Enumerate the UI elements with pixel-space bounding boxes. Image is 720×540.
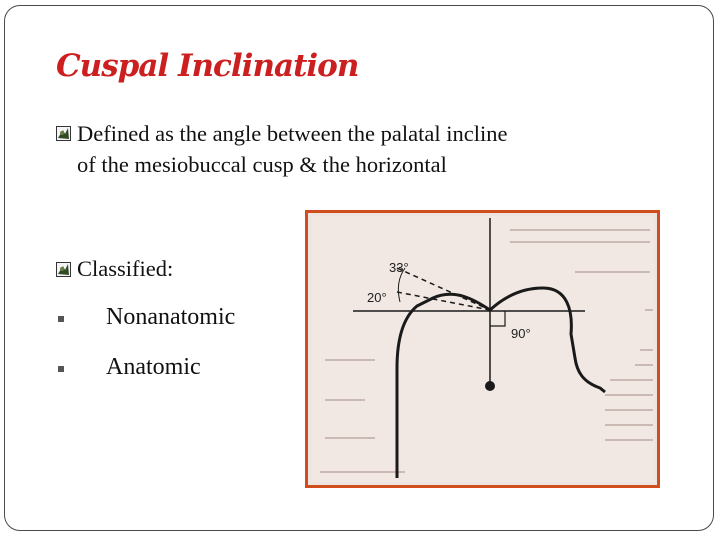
classified-label: Classified:: [77, 256, 174, 281]
definition-line-1: Defined as the angle between the palatal incline: [77, 121, 508, 146]
sub-bullet-marker: [58, 316, 64, 322]
slide-title: Cuspal Inclination: [56, 48, 359, 84]
angle-label-33: 33°: [389, 260, 409, 275]
center-point: [485, 381, 495, 391]
type-nonanatomic: Nonanatomic: [106, 304, 236, 330]
figure-photo: [311, 216, 654, 482]
cusp-angle-figure: [305, 210, 660, 488]
sub-bullet-marker: [58, 366, 64, 372]
bullet-icon: [56, 262, 71, 277]
bullet-icon: [56, 126, 71, 141]
angle-label-90: 90°: [511, 326, 531, 341]
definition-line-2: of the mesiobuccal cusp & the horizontal: [77, 152, 447, 177]
angle-label-20: 20°: [367, 290, 387, 305]
type-anatomic: Anatomic: [106, 354, 201, 380]
definition-text: [77, 118, 677, 180]
